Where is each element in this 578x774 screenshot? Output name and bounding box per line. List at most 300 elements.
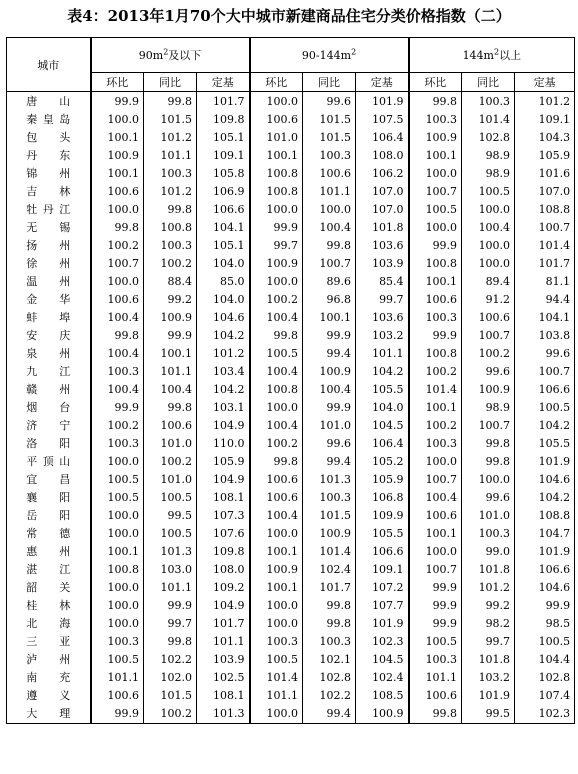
table-row [7, 399, 575, 417]
index-value: 100.7 [515, 363, 575, 381]
index-value: 99.8 [144, 633, 197, 651]
index-value: 101.2 [462, 579, 515, 597]
index-value: 99.4 [303, 705, 356, 724]
city-char: 惠 [26, 545, 38, 558]
index-value: 100.2 [409, 363, 462, 381]
index-value: 106.4 [356, 129, 409, 147]
index-value: 94.4 [515, 291, 575, 309]
index-value: 102.5 [197, 669, 250, 687]
index-value: 100.1 [250, 543, 303, 561]
city-name [7, 147, 91, 165]
city-char: 台 [59, 401, 71, 414]
city-char: 华 [59, 293, 71, 306]
index-value: 98.9 [462, 399, 515, 417]
index-value: 100.5 [409, 633, 462, 651]
index-value: 102.4 [356, 669, 409, 687]
table-row [7, 345, 575, 363]
index-value: 101.3 [197, 705, 250, 724]
index-value: 101.5 [303, 129, 356, 147]
index-value: 101.9 [462, 687, 515, 705]
index-value: 102.0 [144, 669, 197, 687]
index-value: 100.5 [462, 183, 515, 201]
index-value: 108.8 [515, 201, 575, 219]
index-value: 105.2 [356, 453, 409, 471]
index-value: 99.9 [91, 399, 144, 417]
index-value: 100.0 [462, 237, 515, 255]
index-value: 104.2 [515, 417, 575, 435]
index-value: 100.2 [91, 417, 144, 435]
city-char: 宁 [59, 419, 71, 432]
index-value: 104.0 [197, 255, 250, 273]
city-char: 大 [26, 707, 38, 720]
index-value: 100.5 [91, 471, 144, 489]
index-value: 100.3 [91, 363, 144, 381]
index-value: 100.8 [250, 165, 303, 183]
city-char: 山 [59, 95, 71, 108]
city-name [7, 111, 91, 129]
index-value: 100.4 [250, 507, 303, 525]
index-value: 100.3 [91, 435, 144, 453]
index-value: 99.9 [91, 92, 144, 112]
index-value: 100.8 [409, 255, 462, 273]
index-value: 100.2 [409, 417, 462, 435]
index-value: 101.9 [515, 543, 575, 561]
city-char: 埠 [59, 311, 71, 324]
index-value: 100.7 [409, 471, 462, 489]
index-value: 99.9 [91, 705, 144, 724]
city-column-header: 城市 [7, 38, 91, 92]
index-value: 100.5 [91, 489, 144, 507]
index-value: 108.5 [356, 687, 409, 705]
index-value: 100.2 [462, 345, 515, 363]
city-char: 南 [26, 671, 38, 684]
city-char: 徐 [26, 257, 38, 270]
index-value: 101.3 [144, 543, 197, 561]
index-value: 102.8 [462, 129, 515, 147]
index-value: 100.2 [144, 705, 197, 724]
index-value: 105.9 [356, 471, 409, 489]
table-row [7, 237, 575, 255]
index-value: 109.8 [197, 543, 250, 561]
city-name [7, 381, 91, 399]
city-char: 九 [26, 365, 38, 378]
index-value: 104.6 [515, 579, 575, 597]
index-value: 101.1 [303, 183, 356, 201]
index-value: 100.8 [91, 561, 144, 579]
page-title: 表4：2013年1月70个大中城市新建商品住宅分类价格指数（二） [67, 7, 511, 25]
city-char: 州 [59, 275, 71, 288]
index-value: 100.3 [144, 165, 197, 183]
index-value: 101.4 [303, 543, 356, 561]
city-name [7, 669, 91, 687]
index-value: 100.0 [250, 273, 303, 291]
index-value: 100.0 [462, 255, 515, 273]
city-name [7, 597, 91, 615]
index-value: 101.5 [144, 687, 197, 705]
table-row [7, 525, 575, 543]
index-value: 103.9 [197, 651, 250, 669]
index-value: 103.2 [462, 669, 515, 687]
index-value: 100.3 [409, 651, 462, 669]
index-value: 99.0 [462, 543, 515, 561]
city-char: 州 [59, 257, 71, 270]
city-name [7, 327, 91, 345]
index-value: 100.4 [144, 381, 197, 399]
index-value: 101.7 [197, 615, 250, 633]
city-char: 湛 [26, 563, 38, 576]
index-value: 100.0 [409, 165, 462, 183]
index-value: 99.7 [462, 633, 515, 651]
group-header-medium: $90-144m^2$ [250, 38, 409, 73]
index-value: 99.2 [144, 291, 197, 309]
index-value: 101.5 [303, 507, 356, 525]
index-value: 100.5 [515, 633, 575, 651]
index-value: 104.7 [515, 525, 575, 543]
index-value: 100.1 [409, 399, 462, 417]
index-value: 103.2 [356, 327, 409, 345]
index-value: 99.2 [462, 597, 515, 615]
index-value: 107.3 [197, 507, 250, 525]
index-value: 107.4 [515, 687, 575, 705]
index-value: 100.1 [91, 543, 144, 561]
index-value: 100.1 [250, 579, 303, 597]
index-value: 100.9 [356, 705, 409, 724]
index-value: 100.0 [303, 201, 356, 219]
index-value: 99.9 [144, 597, 197, 615]
index-value: 101.7 [515, 255, 575, 273]
city-char: 秦 [26, 113, 38, 126]
index-value: 104.2 [356, 363, 409, 381]
index-value: 109.1 [515, 111, 575, 129]
index-value: 100.3 [91, 633, 144, 651]
index-value: 99.8 [303, 597, 356, 615]
index-value: 101.4 [409, 381, 462, 399]
index-value: 100.6 [250, 489, 303, 507]
city-char: 头 [59, 131, 71, 144]
subcol-header-yoy: 同比 [462, 73, 515, 92]
index-value: 100.2 [250, 435, 303, 453]
city-char: 桂 [26, 599, 38, 612]
city-char: 义 [59, 689, 71, 702]
city-name [7, 705, 91, 724]
index-value: 105.9 [515, 147, 575, 165]
index-value: 100.2 [250, 291, 303, 309]
price-index-table [6, 37, 575, 724]
city-char: 锡 [59, 221, 71, 234]
index-value: 100.7 [91, 255, 144, 273]
index-value: 85.0 [197, 273, 250, 291]
index-value: 100.5 [250, 345, 303, 363]
city-char: 东 [59, 149, 71, 162]
index-value: 98.9 [462, 147, 515, 165]
index-value: 99.8 [462, 453, 515, 471]
city-char: 唐 [26, 95, 38, 108]
index-value: 100.5 [250, 651, 303, 669]
index-value: 105.5 [515, 435, 575, 453]
city-char: 烟 [26, 401, 38, 414]
index-value: 100.6 [91, 291, 144, 309]
index-value: 101.2 [197, 345, 250, 363]
subcol-header-mom: 环比 [409, 73, 462, 92]
table-row [7, 615, 575, 633]
index-value: 100.0 [250, 399, 303, 417]
index-value: 101.2 [144, 129, 197, 147]
city-char: 林 [59, 599, 71, 612]
city-char: 包 [26, 131, 38, 144]
city-name [7, 273, 91, 291]
city-name [7, 507, 91, 525]
index-value: 101.2 [144, 183, 197, 201]
table-row [7, 507, 575, 525]
index-value: 102.1 [303, 651, 356, 669]
index-value: 100.7 [303, 255, 356, 273]
index-value: 100.0 [250, 705, 303, 724]
city-char: 顶 [42, 455, 54, 468]
table-row [7, 669, 575, 687]
index-value: 101.1 [144, 147, 197, 165]
table-row [7, 129, 575, 147]
index-value: 108.0 [197, 561, 250, 579]
city-char: 阳 [59, 491, 71, 504]
index-value: 88.4 [144, 273, 197, 291]
index-value: 100.2 [144, 255, 197, 273]
index-value: 100.6 [409, 687, 462, 705]
index-value: 101.1 [197, 633, 250, 651]
index-value: 110.0 [197, 435, 250, 453]
table-row [7, 165, 575, 183]
city-char: 常 [26, 527, 38, 540]
index-value: 99.8 [303, 237, 356, 255]
index-value: 99.8 [144, 92, 197, 112]
index-value: 100.0 [91, 525, 144, 543]
index-value: 99.9 [409, 597, 462, 615]
index-value: 100.2 [91, 237, 144, 255]
index-value: 104.6 [197, 309, 250, 327]
index-value: 106.6 [356, 543, 409, 561]
index-value: 107.7 [356, 597, 409, 615]
city-char: 赣 [26, 383, 38, 396]
index-value: 100.8 [250, 381, 303, 399]
index-value: 101.0 [250, 129, 303, 147]
index-value: 100.8 [409, 345, 462, 363]
index-value: 100.0 [409, 453, 462, 471]
index-value: 107.6 [197, 525, 250, 543]
index-value: 99.9 [515, 597, 575, 615]
index-value: 101.4 [462, 111, 515, 129]
index-value: 101.8 [356, 219, 409, 237]
index-value: 104.9 [197, 417, 250, 435]
table-row [7, 309, 575, 327]
index-value: 101.1 [91, 669, 144, 687]
index-value: 102.8 [303, 669, 356, 687]
city-char: 亚 [59, 635, 71, 648]
index-value: 100.9 [250, 561, 303, 579]
city-char: 州 [59, 239, 71, 252]
index-value: 108.8 [515, 507, 575, 525]
index-value: 100.5 [144, 489, 197, 507]
index-value: 100.2 [144, 453, 197, 471]
index-value: 100.3 [303, 633, 356, 651]
index-value: 99.6 [515, 345, 575, 363]
index-value: 108.1 [197, 687, 250, 705]
index-value: 100.1 [409, 147, 462, 165]
index-value: 98.5 [515, 615, 575, 633]
city-char: 州 [59, 545, 71, 558]
city-name [7, 399, 91, 417]
table-row [7, 489, 575, 507]
city-char: 州 [59, 383, 71, 396]
city-name [7, 435, 91, 453]
index-value: 103.6 [356, 309, 409, 327]
table-row [7, 183, 575, 201]
group-header-large: $144m^2$以上 [409, 38, 575, 73]
index-value: 106.4 [356, 435, 409, 453]
index-value: 100.0 [462, 201, 515, 219]
city-char: 理 [59, 707, 71, 720]
index-value: 104.3 [515, 129, 575, 147]
index-value: 100.0 [91, 453, 144, 471]
index-value: 99.9 [409, 237, 462, 255]
index-value: 103.6 [356, 237, 409, 255]
city-char: 丹 [26, 149, 38, 162]
index-value: 100.1 [91, 129, 144, 147]
city-name [7, 255, 91, 273]
city-name [7, 633, 91, 651]
index-value: 100.1 [409, 273, 462, 291]
index-value: 100.0 [91, 615, 144, 633]
index-value: 103.4 [197, 363, 250, 381]
city-name [7, 561, 91, 579]
city-name [7, 543, 91, 561]
city-char: 岳 [26, 509, 38, 522]
index-value: 100.3 [462, 92, 515, 112]
index-value: 100.0 [250, 615, 303, 633]
index-value: 99.5 [144, 507, 197, 525]
index-value: 100.6 [462, 309, 515, 327]
city-char: 蚌 [26, 311, 38, 324]
index-value: 101.2 [515, 92, 575, 112]
index-value: 100.4 [250, 417, 303, 435]
city-char: 北 [26, 617, 38, 630]
city-char: 州 [59, 653, 71, 666]
index-value: 100.9 [91, 147, 144, 165]
city-char: 丹 [42, 203, 54, 216]
index-value: 98.9 [462, 165, 515, 183]
index-value: 100.9 [462, 381, 515, 399]
index-value: 100.0 [91, 579, 144, 597]
index-value: 99.8 [91, 219, 144, 237]
city-char: 襄 [26, 491, 38, 504]
index-value: 99.9 [250, 219, 303, 237]
table-row [7, 651, 575, 669]
table-row [7, 111, 575, 129]
index-value: 101.7 [197, 92, 250, 112]
city-name [7, 687, 91, 705]
index-value: 100.1 [91, 165, 144, 183]
index-value: 100.9 [144, 309, 197, 327]
city-char: 遵 [26, 689, 38, 702]
city-char: 昌 [59, 473, 71, 486]
index-value: 100.8 [144, 219, 197, 237]
index-value: 106.6 [515, 561, 575, 579]
index-value: 100.3 [144, 237, 197, 255]
city-name [7, 345, 91, 363]
index-value: 100.9 [303, 363, 356, 381]
index-value: 107.0 [356, 201, 409, 219]
city-name [7, 92, 91, 112]
index-value: 89.6 [303, 273, 356, 291]
index-value: 99.8 [144, 399, 197, 417]
index-value: 99.8 [462, 435, 515, 453]
index-value: 100.4 [250, 309, 303, 327]
index-value: 100.3 [250, 633, 303, 651]
index-value: 100.6 [409, 507, 462, 525]
table-row [7, 579, 575, 597]
index-value: 99.6 [303, 92, 356, 112]
index-value: 109.1 [197, 147, 250, 165]
index-value: 100.6 [250, 471, 303, 489]
index-value: 101.4 [515, 237, 575, 255]
index-value: 100.9 [303, 525, 356, 543]
table-row [7, 633, 575, 651]
index-value: 107.0 [515, 183, 575, 201]
city-char: 山 [59, 455, 71, 468]
index-value: 100.5 [409, 201, 462, 219]
city-char: 锦 [26, 167, 38, 180]
index-value: 100.6 [91, 687, 144, 705]
index-value: 108.0 [356, 147, 409, 165]
index-value: 104.1 [515, 309, 575, 327]
city-char: 充 [59, 671, 71, 684]
index-value: 99.6 [462, 489, 515, 507]
city-char: 扬 [26, 239, 38, 252]
index-value: 104.5 [356, 651, 409, 669]
group-header-small: $90m^2$及以下 [91, 38, 250, 73]
index-value: 100.4 [409, 489, 462, 507]
index-value: 100.6 [409, 291, 462, 309]
index-value: 100.3 [409, 111, 462, 129]
index-value: 99.6 [462, 363, 515, 381]
index-value: 102.3 [356, 633, 409, 651]
city-name [7, 579, 91, 597]
index-value: 99.9 [303, 327, 356, 345]
index-value: 101.3 [303, 471, 356, 489]
index-value: 101.8 [462, 651, 515, 669]
city-name [7, 525, 91, 543]
index-value: 104.5 [356, 417, 409, 435]
city-char: 泸 [26, 653, 38, 666]
index-value: 100.6 [250, 111, 303, 129]
table-row [7, 561, 575, 579]
index-value: 109.1 [356, 561, 409, 579]
city-name [7, 183, 91, 201]
city-name [7, 219, 91, 237]
index-value: 100.4 [303, 219, 356, 237]
index-value: 104.0 [197, 291, 250, 309]
index-value: 100.8 [250, 183, 303, 201]
index-value: 105.1 [197, 129, 250, 147]
index-value: 105.9 [197, 453, 250, 471]
index-value: 99.7 [250, 237, 303, 255]
index-value: 101.1 [356, 345, 409, 363]
city-name [7, 201, 91, 219]
index-value: 101.7 [303, 579, 356, 597]
city-char: 济 [26, 419, 38, 432]
index-value: 100.5 [515, 399, 575, 417]
index-value: 100.7 [462, 327, 515, 345]
city-char: 三 [26, 635, 38, 648]
index-value: 100.4 [250, 363, 303, 381]
